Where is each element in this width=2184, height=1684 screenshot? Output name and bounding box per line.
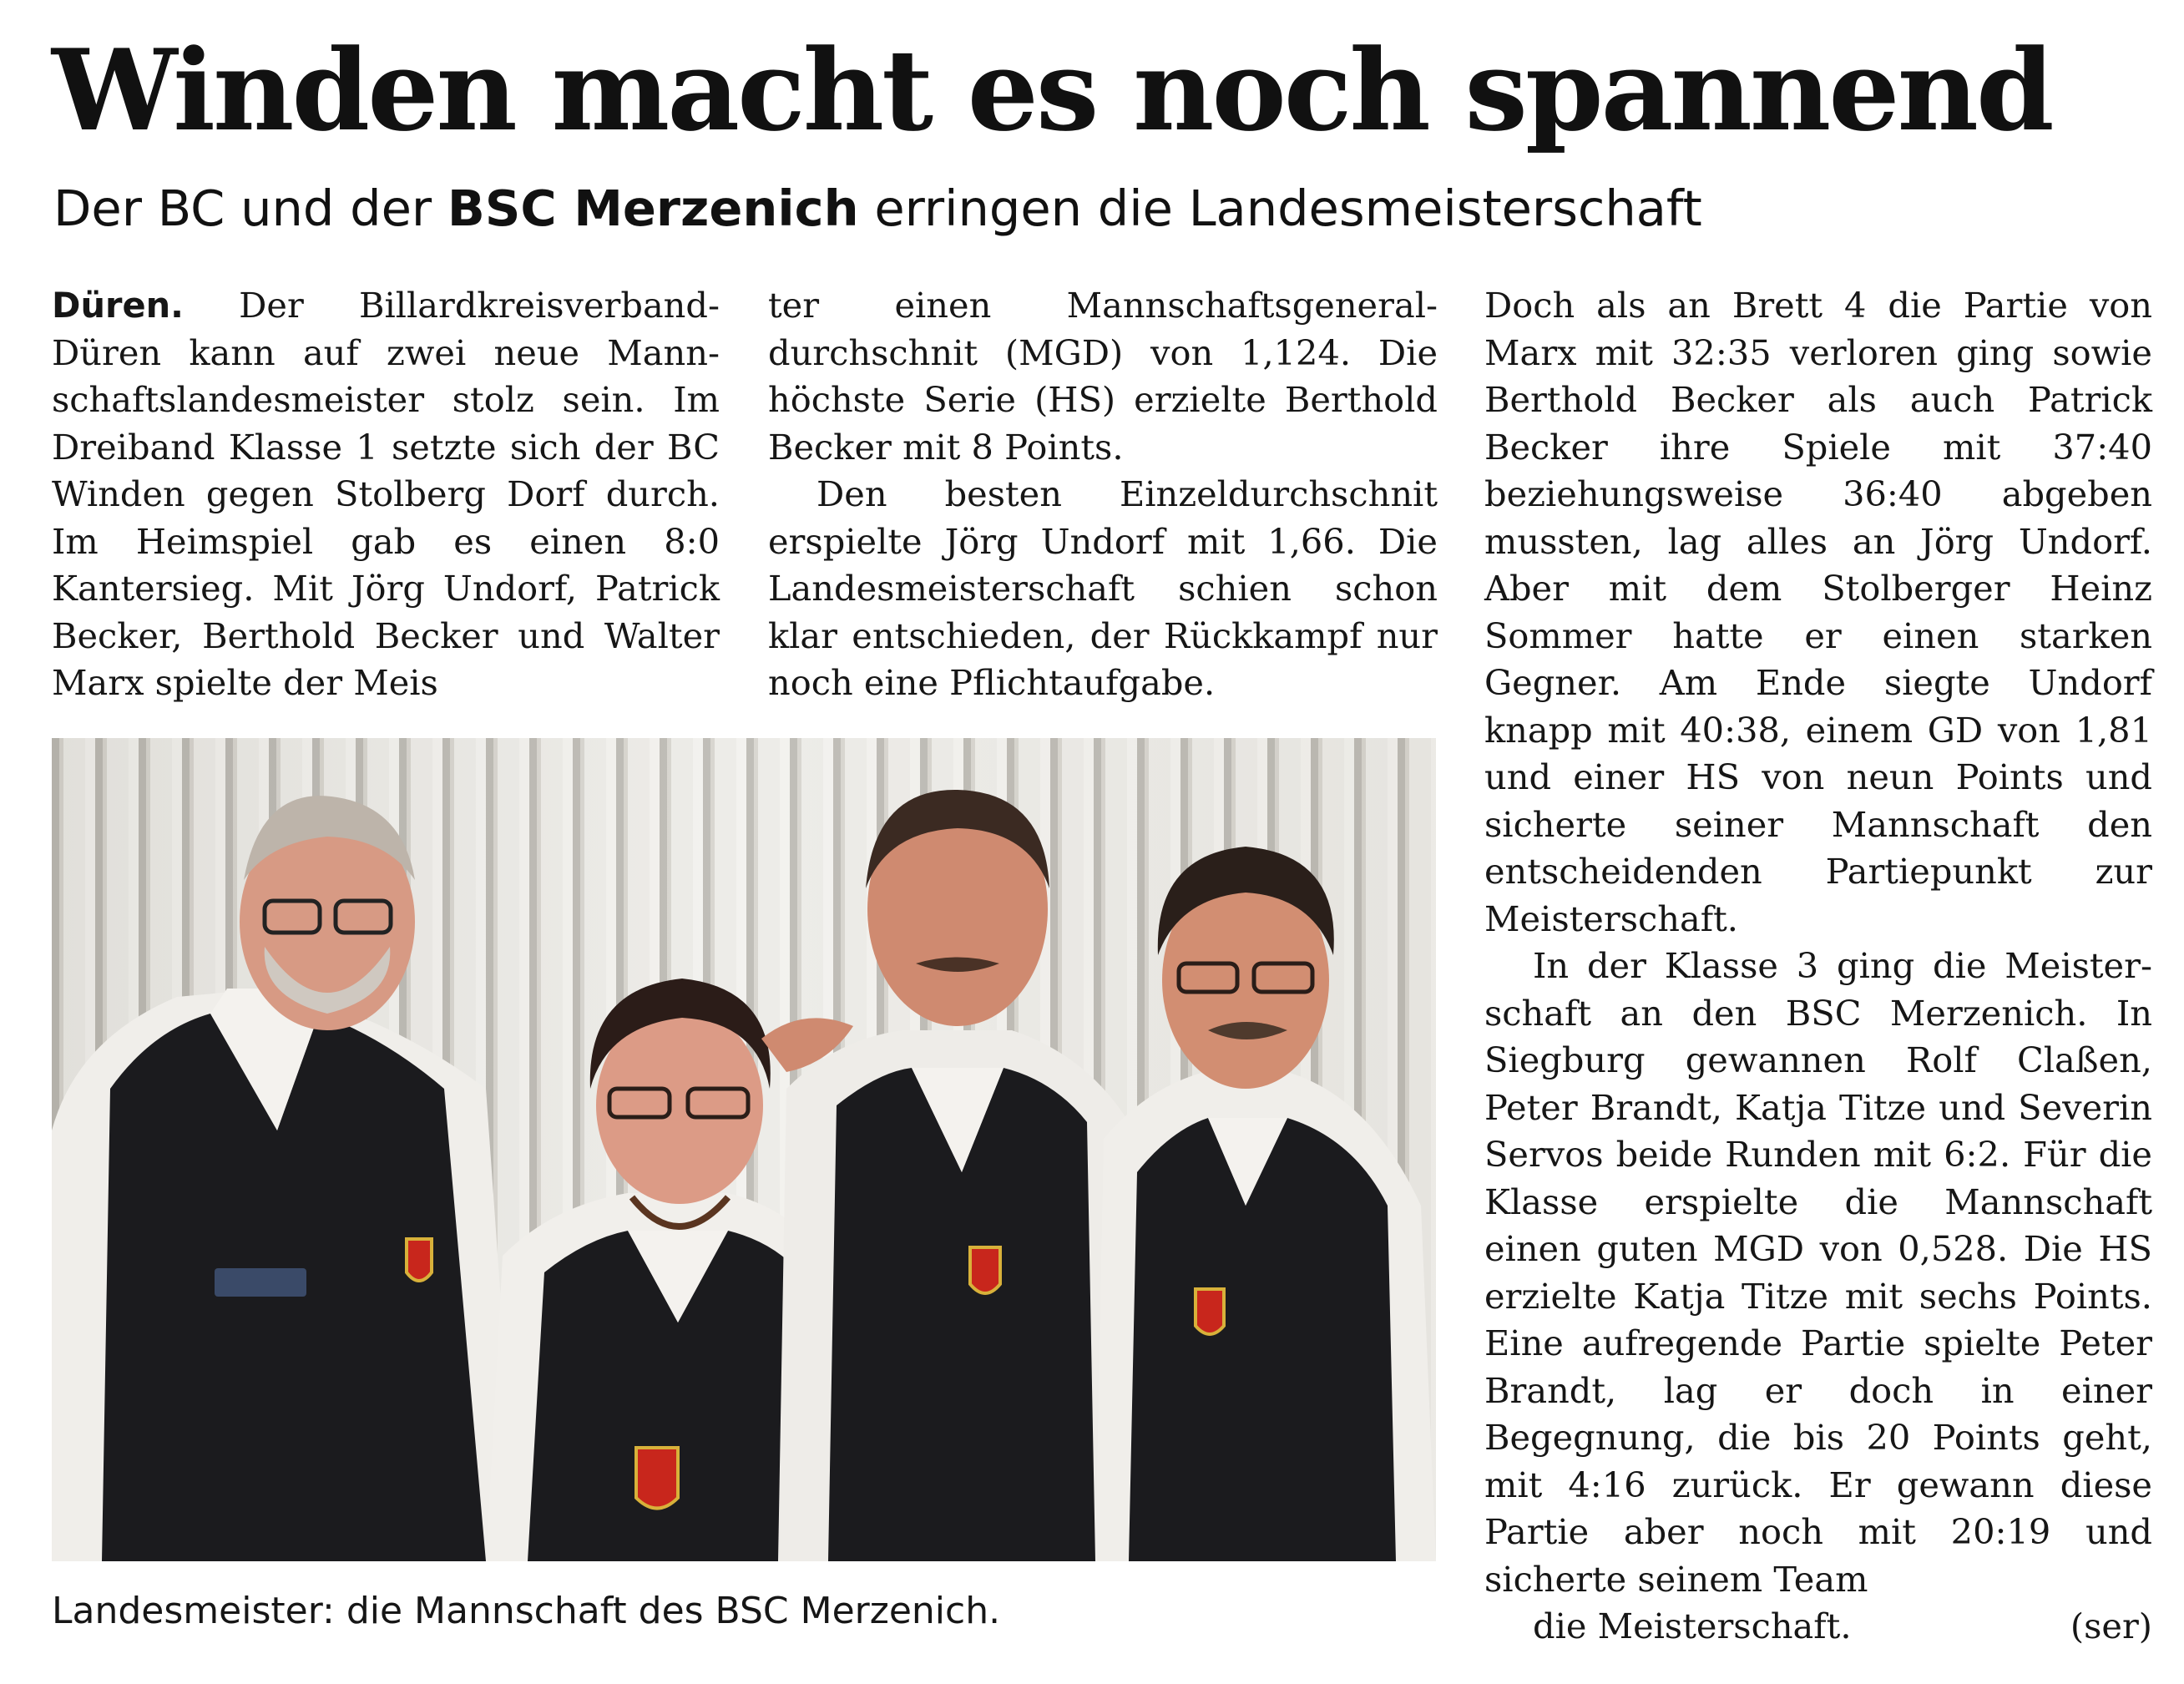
article-paragraph [52, 282, 720, 707]
subhead-part-2: erringen die Landesmeisterschaft [858, 180, 1702, 237]
subhead-part-1: Der BC und der [53, 180, 447, 237]
subhead-club-name: BSC Merzenich [447, 180, 859, 237]
article-closing-text: die Meisterschaft. [1533, 1606, 1852, 1646]
article-column-2 [768, 282, 1438, 707]
headline: Winden macht es noch spannend [52, 24, 2052, 156]
article-text: In der Klasse 3 ging die Meisterschaft an den BSC Merzenich. In Siegburg gewannen Rolf Claßen, Peter Brandt, Katja Titze und Severin Servos beide Runden mit 6:2. Für die Klasse erspielte die Mannschaft einen guten MGD von 0,528. Die HS erzielte Katja Titze mit sechs Points. Eine aufregende Partie spielte Peter Brandt, lag er doch in einer Begegnung, die bis 20 Points geht, mit 4:16 zurück. Er gewann diese Partie aber noch mit 20:19 und sicherte seinem Team [1484, 945, 2152, 1600]
article-paragraph [1484, 943, 2152, 1651]
article-column-1 [52, 282, 720, 707]
author-signature: (ser) [2070, 1606, 2152, 1646]
article-paragraph: Den besten Einzeldurchschnit erspielte Jörg Undorf mit 1,66. Die Landesmeisterschaft schien schon klar entschieden, der Rückkampf nur noch eine Pflichtaufgabe. [768, 473, 1438, 703]
article-column-3 [1484, 282, 2152, 1651]
team-photo [52, 738, 1436, 1561]
dateline: Düren. [52, 285, 184, 326]
article-paragraph: ter einen Mannschaftsgeneraldurchschnit (MGD) von 1,124. Die höchste Serie (HS) erzielte Berthold Becker mit 8 Points. [768, 285, 1438, 468]
article-text: Der Billardkreisverband-Düren kann auf zwei neue Mannschaftslandesmeister stolz sein. Im Dreiband Klasse 1 setzte sich der BC Winden gegen Stolberg Dorf durch. Im Heimspiel gab es einen 8:0 Kantersieg. Mit Jörg Undorf, Patrick Becker, Berthold Becker und Walter Marx spielte der Meis [52, 285, 720, 703]
article-paragraph: Doch als an Brett 4 die Partie von Marx mit 32:35 verloren ging sowie Berthold Becker als auch Patrick Becker ihre Spiele mit 37:40 beziehungsweise 36:40 abgeben mussten, lag alles an Jörg Undorf. Aber mit dem Stolberger Heinz Sommer hatte er einen starken Gegner. Am Ende siegte Undorf knapp mit 40:38, einem GD von 1,81 und einer HS von neun Points und sicherte seiner Mannschaft den entscheidenden Partiepunkt zur Meisterschaft. [1484, 285, 2152, 939]
article-closing-line [1484, 1603, 2152, 1651]
photo-caption: Landesmeister: die Mannschaft des BSC Merzenich. [52, 1590, 1001, 1632]
subheadline [53, 174, 2141, 244]
